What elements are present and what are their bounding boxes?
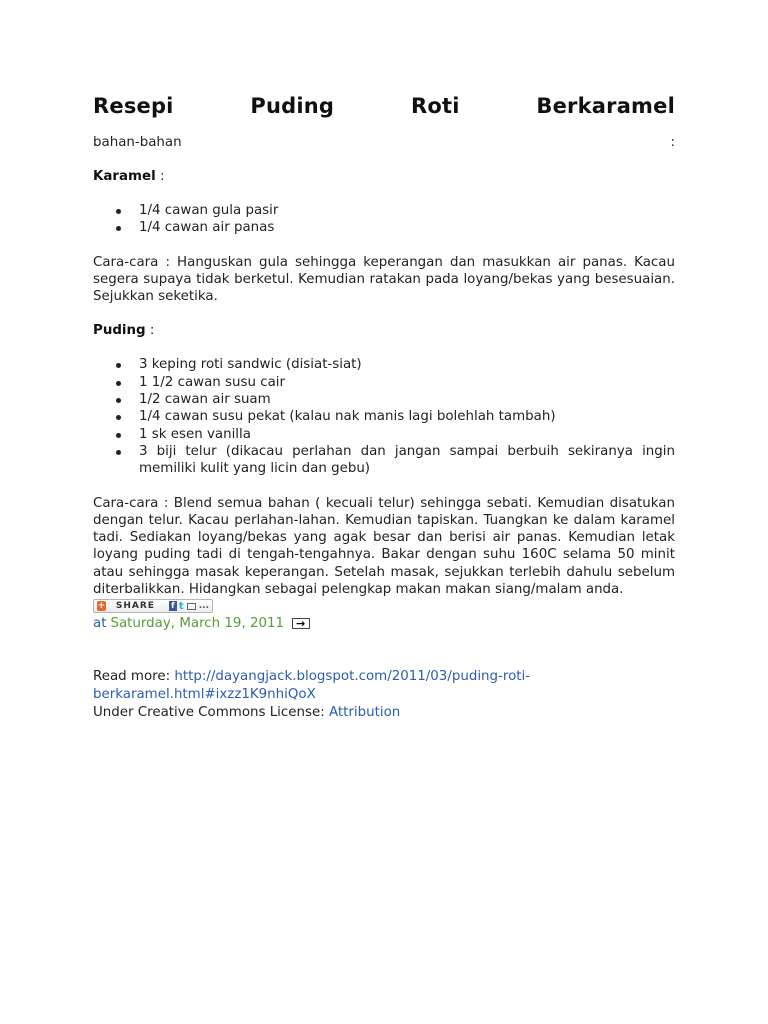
caramel-heading-colon: : xyxy=(155,169,165,184)
list-item: 1 sk esen vanilla xyxy=(93,426,675,443)
caramel-method: Cara-cara : Hanguskan gula sehingga keperangan dan masukkan air panas. Kacau segera supaya tidak berketul. Kemudian ratakan pada loyang/bekas yang besesuaian. Sejukkan seketika. xyxy=(93,254,675,305)
share-label: SHARE xyxy=(115,601,155,612)
facebook-icon[interactable]: f xyxy=(169,601,177,611)
read-more-label: Read more: xyxy=(93,669,175,685)
more-icon[interactable]: ... xyxy=(198,601,209,612)
pudding-method: Cara-cara : Blend semua bahan ( kecuali telur) sehingga sebati. Kemudian disatukan dengan telur. Kacau perlahan-lahan. Kemudian tapiskan. Tuangkan ke dalam karamel tadi. Sediakan loyang/bekas yang agak besar dan berisi air panas. Kemudian letak loyang puding tadi di tengah-tengahnya. Bakar dengan suhu 160C selama 50 minit atau sehingga masak keperangan. Setelah masak, sejukkan terlebih dahulu sebelum diterbalikkan. Hidangkan sebagai pelengkap makan makan siang/malam anda. xyxy=(93,495,675,598)
post-at-label: at xyxy=(93,616,107,632)
pudding-heading-colon: : xyxy=(145,323,155,339)
license-label: Under Creative Commons License: xyxy=(93,705,329,721)
title-word: Puding xyxy=(250,94,335,118)
post-date-link[interactable]: Saturday, March 19, 2011 xyxy=(110,616,285,632)
read-more-line xyxy=(93,668,675,686)
title-word: Roti xyxy=(410,94,460,118)
post-title xyxy=(93,90,675,122)
list-item: 1/2 cawan air suam xyxy=(93,391,675,408)
list-item: 1/4 cawan susu pekat (kalau nak manis lagi bolehlah tambah) xyxy=(93,408,675,425)
license-line xyxy=(93,704,675,722)
post-meta xyxy=(93,615,675,632)
pudding-ingredient-list xyxy=(93,356,675,477)
title-word: Resepi xyxy=(93,94,174,118)
ingredients-label: bahan-bahan xyxy=(93,135,182,150)
mail-icon[interactable] xyxy=(187,603,196,610)
list-item: 1/4 cawan gula pasir xyxy=(93,202,675,219)
ingredients-label-row xyxy=(93,134,675,151)
list-item: 3 biji telur (dikacau perlahan dan jangan sampai berbuih sekiranya ingin memiliki kulit yang licin dan gebu) xyxy=(93,443,675,478)
pudding-heading xyxy=(93,322,675,339)
caramel-heading-text: Karamel xyxy=(93,169,156,184)
list-item: 1 1/2 cawan susu cair xyxy=(93,374,675,391)
read-more-link[interactable]: http://dayangjack.blogspot.com/2011/03/puding-roti- xyxy=(174,669,531,685)
share-button[interactable] xyxy=(93,599,213,613)
title-word: Berkaramel xyxy=(536,94,675,118)
plus-icon: + xyxy=(97,601,106,612)
list-item: 3 keping roti sandwic (disiat-siat) xyxy=(93,356,675,373)
caramel-heading xyxy=(93,168,675,185)
license-link[interactable]: Attribution xyxy=(328,705,401,721)
read-more-link-cont[interactable]: berkaramel.html#ixzz1K9nhiQoX xyxy=(93,687,316,703)
read-more-block xyxy=(93,668,675,722)
caramel-ingredient-list xyxy=(93,202,675,237)
post-body xyxy=(93,90,675,722)
email-post-icon[interactable] xyxy=(292,618,310,629)
pudding-heading-text: Puding xyxy=(93,323,146,339)
twitter-icon[interactable]: t xyxy=(178,600,184,612)
ingredients-colon: : xyxy=(670,135,675,150)
list-item: 1/4 cawan air panas xyxy=(93,219,675,236)
read-more-line-2 xyxy=(93,686,675,704)
